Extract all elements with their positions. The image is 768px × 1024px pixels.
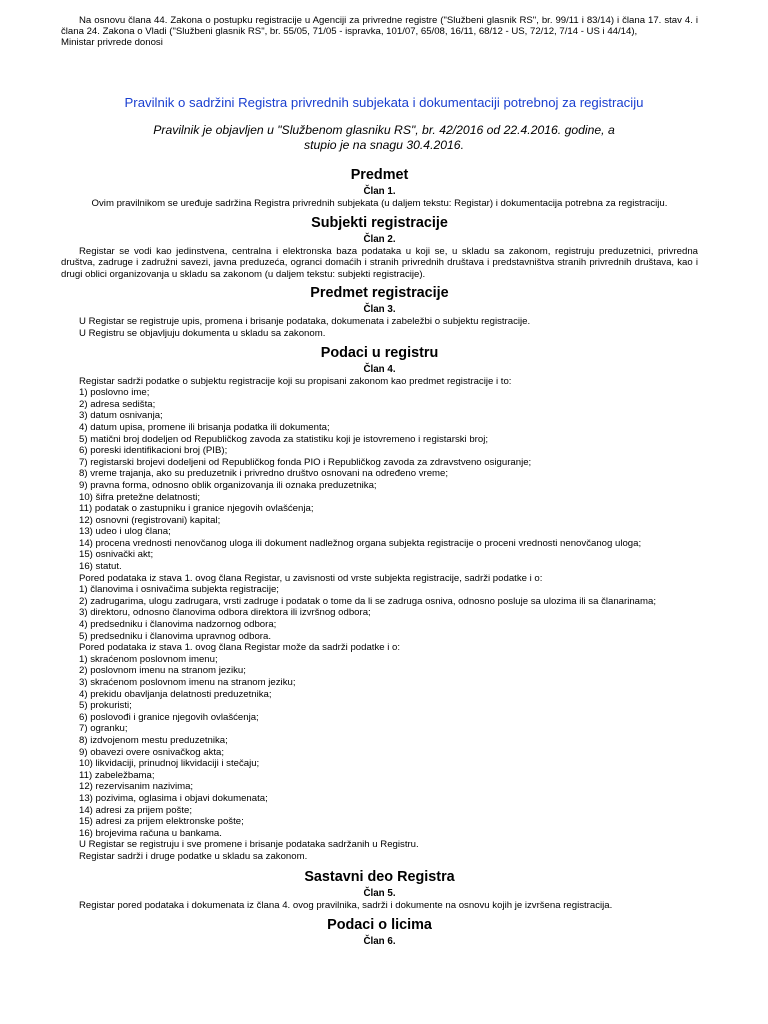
list-item: 7) ogranku; bbox=[79, 723, 128, 735]
list-item: 8) vreme trajanja, ako su preduzetnik i privredno društvo osnovani na određeno vreme; bbox=[79, 468, 449, 480]
list-item: 14) adresi za prijem pošte; bbox=[79, 804, 193, 816]
section-licima bbox=[61, 916, 698, 948]
list-item: 2) adresa sedišta; bbox=[79, 398, 156, 410]
preamble-text: Na osnovu člana 44. Zakona o postupku registracije u Agenciji za privredne registre ("Službeni glasnik RS", br. 99/11 i 83/14) i člana 17. stav 4. i člana 24. Zakona o Vladi ("Službeni glasnik RS", br. 55/05, 71/05 - ispravka, 101/07, 65/08, 16/11, 68/12 - US, 72/12, 7/14 - US i 44/14), bbox=[61, 15, 698, 37]
list-item: 5) predsedniku i članovima upravnog odbora. bbox=[79, 630, 271, 642]
list-item: 9) pravna forma, odnosno oblik organizovanja ili oznaka preduzetnika; bbox=[79, 479, 377, 491]
section-heading: Subjekti registracije bbox=[311, 214, 448, 231]
section-sastavni bbox=[61, 868, 698, 912]
document-body bbox=[61, 166, 698, 948]
intro-block bbox=[61, 15, 698, 48]
publication-note bbox=[0, 123, 768, 153]
list-item: 1) skraćenom poslovnom imenu; bbox=[79, 653, 218, 665]
article-text: Registar pored podataka i dokumenata iz člana 4. ovog pravilnika, sadrži i dokumente na osnovu kojih je izvršena registracija. bbox=[79, 899, 613, 911]
list-item: 15) osnivački akt; bbox=[79, 549, 154, 561]
optional-data-list bbox=[61, 654, 698, 840]
article-lead: Pored podataka iz stava 1. ovog člana Registar može da sadrži podatke i o: bbox=[79, 642, 401, 654]
article-text: Ovim pravilnikom se uređuje sadržina Registra privrednih subjekata (u daljem tekstu: Registar) i dokumentacija potrebna za registraciju. bbox=[91, 198, 668, 209]
entity-data-list bbox=[61, 584, 698, 642]
article-text: Registar se vodi kao jedinstvena, centralna i elektronska baza podataka u koji se, u skladu sa zakonom, registruju preduzetnici, privredna društva, zadruge i zadružni savezi, javna preduzeća, ogranci domaćih i stranih privrednih društava i predstavništva stranih privrednih društava, kao i drugi oblici organizovanja u skladu sa zakonom (u daljem tekstu: subjekti registracije). bbox=[61, 245, 698, 280]
list-item: 3) datum osnivanja; bbox=[79, 410, 163, 422]
list-item: 4) datum upisa, promene ili brisanja podatka ili dokumenta; bbox=[79, 421, 330, 433]
list-item: 10) likvidaciji, prinudnoj likvidaciji i stečaju; bbox=[79, 758, 260, 770]
section-podaci bbox=[61, 344, 698, 863]
section-subjekti bbox=[61, 214, 698, 281]
list-item: 6) poreski identifikacioni broj (PIB); bbox=[79, 445, 228, 457]
section-heading: Predmet registracije bbox=[310, 285, 449, 302]
article-number: Član 4. bbox=[363, 363, 396, 375]
article-text: Registar sadrži i druge podatke u skladu sa zakonom. bbox=[79, 850, 308, 862]
document-title: Pravilnik o sadržini Registra privrednih subjekata i dokumentaciji potrebnoj za registraciju bbox=[124, 95, 644, 110]
article-number: Član 5. bbox=[363, 887, 396, 899]
required-data-list bbox=[61, 387, 698, 573]
article-lead: Pored podataka iz stava 1. ovog člana Registar, u zavisnosti od vrste subjekta registracije, sadrži podatke i o: bbox=[79, 572, 543, 584]
publication-note-line-1: Pravilnik je objavljen u "Službenom glasniku RS", br. 42/2016 od 22.4.2016. godine, a bbox=[153, 123, 615, 137]
article-number: Član 2. bbox=[363, 233, 396, 245]
list-item: 2) zadrugarima, ulogu zadrugara, vrsti zadruge i podatak o tome da li se zadruga osniva, odnosno posluje sa ulozima ili sa članarinama; bbox=[79, 595, 657, 607]
list-item: 3) skraćenom poslovnom imenu na stranom jeziku; bbox=[79, 677, 296, 688]
list-item: 10) šifra pretežne delatnosti; bbox=[79, 491, 201, 503]
list-item: 16) brojevima računa u bankama. bbox=[79, 827, 222, 839]
article-lead: Registar sadrži podatke o subjektu registracije koji su propisani zakonom kao predmet registracije i to: bbox=[79, 375, 512, 387]
section-heading: Podaci o licima bbox=[327, 917, 432, 934]
minister-line: Ministar privrede donosi bbox=[61, 37, 163, 48]
list-item: 13) udeo i ulog člana; bbox=[79, 526, 171, 538]
list-item: 3) direktoru, odnosno članovima odbora direktora ili izvršnog odbora; bbox=[79, 607, 371, 619]
list-item: 2) poslovnom imenu na stranom jeziku; bbox=[79, 665, 246, 677]
list-item: 8) izdvojenom mestu preduzetnika; bbox=[79, 734, 228, 746]
article-number: Član 3. bbox=[363, 304, 396, 316]
list-item: 4) predsedniku i članovima nadzornog odbora; bbox=[79, 619, 277, 631]
article-text: U Registar se registruju i sve promene i brisanje podataka sadržanih u Registru. bbox=[79, 839, 419, 851]
article-number: Član 6. bbox=[363, 936, 396, 948]
list-item: 5) prokuristi; bbox=[79, 700, 132, 712]
list-item: 4) prekidu obavljanja delatnosti preduzetnika; bbox=[79, 688, 272, 700]
list-item: 16) statut. bbox=[79, 561, 122, 573]
article-number: Član 1. bbox=[363, 186, 396, 197]
list-item: 11) podatak o zastupniku i granice njegovih ovlašćenja; bbox=[79, 503, 314, 515]
list-item: 1) članovima i osnivačima subjekta registracije; bbox=[79, 584, 279, 596]
section-predmet-registracije bbox=[61, 284, 698, 339]
article-text: U Registar se registruje upis, promena i brisanje podataka, dokumenata i zabeležbi o subjektu registracije. bbox=[79, 316, 531, 328]
list-item: 14) procena vrednosti nenovčanog uloga ili dokument nadležnog organa subjekta registracije o proceni vrednosti nenovčanog uloga; bbox=[79, 537, 642, 549]
list-item: 1) poslovno ime; bbox=[79, 387, 150, 399]
list-item: 11) zabeležbama; bbox=[79, 769, 155, 781]
list-item: 7) registarski brojevi dodeljeni od Republičkog fonda PIO i Republičkog zavoda za zdravstveno osiguranje; bbox=[79, 456, 532, 468]
section-heading: Podaci u registru bbox=[320, 344, 439, 361]
list-item: 9) obavezi overe osnivačkog akta; bbox=[79, 746, 225, 758]
section-predmet bbox=[61, 166, 698, 210]
list-item: 5) matični broj dodeljen od Republičkog zavoda za statistiku koji je istovremeno i registarski broj; bbox=[79, 433, 488, 445]
section-heading: Sastavni deo Registra bbox=[304, 868, 455, 885]
list-item: 12) osnovni (registrovani) kapital; bbox=[79, 514, 221, 526]
section-heading: Predmet bbox=[350, 167, 409, 183]
list-item: 13) pozivima, oglasima i objavi dokumenata; bbox=[79, 792, 268, 804]
list-item: 12) rezervisanim nazivima; bbox=[79, 781, 194, 793]
publication-note-line-2: stupio je na snagu 30.4.2016. bbox=[304, 138, 464, 152]
article-text: U Registru se objavljuju dokumenta u skladu sa zakonom. bbox=[79, 327, 326, 339]
list-item: 6) poslovođi i granice njegovih ovlašćenja; bbox=[79, 711, 259, 723]
list-item: 15) adresi za prijem elektronske pošte; bbox=[79, 816, 244, 828]
